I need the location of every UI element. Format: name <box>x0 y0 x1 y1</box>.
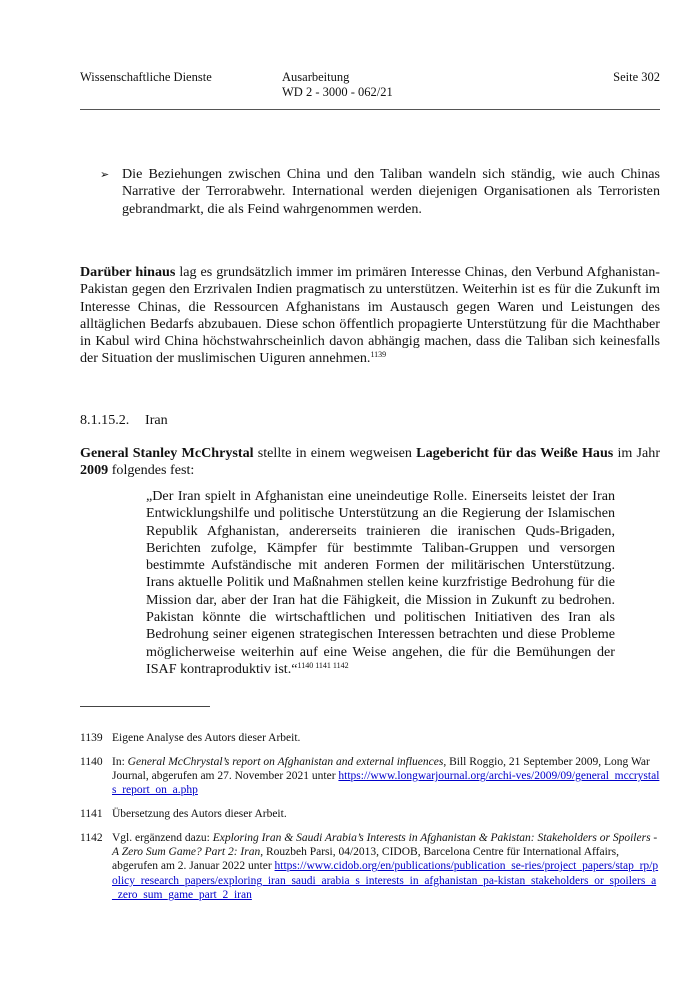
bold-year: 2009 <box>80 462 109 479</box>
footnote-text: Eigene Analyse des Autors dieser Arbeit. <box>112 732 301 744</box>
footnote-link[interactable]: https://www.longwarjournal.org/archi-ves/2009/09/general_mccrystals_report_on_a.php <box>112 770 660 797</box>
footnote-source-title: Exploring Iran & Saudi Arabia’s Interests in Afghanistan & Pakistan: Stakeholders or Spoilers - A Zero Sum Game? Part 2: Iran <box>112 832 658 859</box>
footnote-number: 1141 <box>80 808 103 820</box>
footnote-divider <box>80 706 210 707</box>
footnote-1141 <box>80 807 660 821</box>
footnote-text <box>112 831 660 902</box>
section-title: Iran <box>145 412 168 428</box>
header-doc-ref: WD 2 - 3000 - 062/21 <box>282 85 393 99</box>
footnote-1139 <box>80 731 660 745</box>
text-span: stellte in einem wegweisen <box>253 445 417 461</box>
header-page-number: Seite 302 <box>613 70 660 84</box>
footnote-1140 <box>80 755 660 798</box>
header-doc-info <box>282 70 393 100</box>
arrow-bullet-icon: ➢ <box>100 168 110 181</box>
footnote-refs-quote[interactable]: 1140 1141 1142 <box>297 660 349 670</box>
footnote-number: 1142 <box>80 832 103 844</box>
paragraph-china-interests <box>80 264 660 368</box>
header-divider <box>80 109 660 110</box>
paragraph-mcchrystal <box>80 445 660 480</box>
footnote-source-title: General McChrystal’s report on Afghanistan and external influences <box>127 756 444 768</box>
footnote-link[interactable]: https://www.cidob.org/en/publications/publication_se-ries/project_papers/stap_rp/policy_research_papers/exploring_iran_saudi_arabia_s_interests_in_afghanistan_pa-kistan_stakeholders_or_spoilers_a_zero_sum_game_part_2_iran <box>112 860 659 901</box>
section-heading <box>80 412 660 429</box>
footnote-prefix: Vgl. ergänzend dazu: <box>112 832 213 844</box>
paragraph-lead: Darüber hinaus <box>80 264 176 280</box>
footnote-details: , Bill Roggio, 21 September 2009, Long War Journal, abgerufen am 27. November 2021 unter <box>112 756 650 783</box>
footnote-details: , Rouzbeh Parsi, 04/2013, CIDOB, Barcelona Centre für International Affairs, abgerufen am 2. Januar 2022 unter <box>112 846 619 873</box>
footnote-number: 1140 <box>80 756 103 768</box>
footnote-text: Übersetzung des Autors dieser Arbeit. <box>112 808 287 820</box>
footnote-text <box>112 755 660 798</box>
footnote-number: 1139 <box>80 732 103 744</box>
header-org: Wissenschaftliche Dienste <box>80 70 212 84</box>
footnote-1142 <box>80 831 660 902</box>
text-span: folgendes fest: <box>108 462 195 479</box>
quote-text: „Der Iran spielt in Afghanistan eine uneindeutige Rolle. Einerseits leistet der Iran Entwicklungshilfe und politische Unterstützung an die Regierung der Islamischen Republik Afghanistan, andererseits trainieren die iranischen Quds-Brigaden, Berichten zufolge, Kämpfer für bestimmte Taliban-Gruppen und versorgen bestimmte Aufständische mit anderen Formen der militärischen Unterstützung. Irans aktuelle Politik und Maßnahmen stellen keine kurzfristige Bedrohung für die Mission dar, aber der Iran hat die Fähigkeit, die Mission in Zukunft zu bedrohen. Pakistan könnte die wirtschaftlichen und politischen Initiativen des Iran als Bedrohung seiner eigenen strategischen Interessen betrachten und diese Probleme möglicherweise weiterhin auf eine Weise angehen, die für die Bemühungen der ISAF kontraproduktiv ist.“ <box>146 488 615 677</box>
bullet-item <box>80 166 660 218</box>
block-quote <box>146 488 615 678</box>
bullet-text: Die Beziehungen zwischen China und den Taliban wandeln sich ständig, wie auch Chinas Narrative der Terrorabwehr. International werden diejenigen Organisationen als Terroristen gebrandmarkt, die als Feind wahrgenommen werden. <box>122 166 660 217</box>
header-doc-type: Ausarbeitung <box>282 70 350 84</box>
paragraph-text: lag es grundsätzlich immer im primären Interesse Chinas, den Verbund Afghanistan-Pakistan gegen den Erzrivalen Indien pragmatisch zu unterstützen. Weiterhin ist es für die Zukunft im Interesse Chinas, die Ressourcen Afghanistans im Austausch gegen Waren und Leistungen des alltäglichen Bedarfs abzubauen. Diese schon öffentlich propagierte Unterstützung für die Machthaber in Kabul wird China höchstwahrscheinlich davon abhängig machen, dass die Taliban sich keinesfalls der Situation der muslimischen Uiguren annehmen. <box>80 264 660 367</box>
bold-lagebericht: Lagebericht für das Weiße Haus <box>416 445 614 461</box>
text-span: im Jahr <box>613 445 661 461</box>
footnote-prefix: In: <box>112 756 128 768</box>
footnote-ref-1139[interactable]: 1139 <box>370 350 387 360</box>
bold-mcchrystal: General Stanley McChrystal <box>80 445 254 461</box>
section-number: 8.1.15.2. <box>80 412 130 428</box>
